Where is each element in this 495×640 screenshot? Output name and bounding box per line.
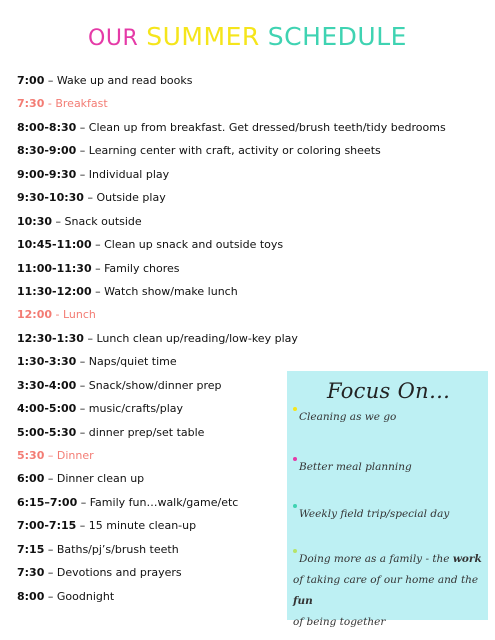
focus-item-emphasis: fun bbox=[293, 595, 313, 607]
focus-item-text: Doing more as a family - the bbox=[299, 553, 453, 565]
schedule-separator: – bbox=[83, 331, 97, 345]
bullet-icon bbox=[293, 457, 297, 461]
schedule-separator: – bbox=[91, 238, 105, 252]
focus-item bbox=[293, 504, 485, 524]
schedule-time: 8:30-9:00 bbox=[17, 144, 77, 158]
schedule-time: 12:30-1:30 bbox=[17, 331, 84, 345]
schedule-separator: - bbox=[44, 97, 56, 111]
schedule-time: 11:30-12:00 bbox=[17, 284, 92, 298]
schedule-separator: – bbox=[76, 144, 89, 158]
schedule-activity: Dinner bbox=[56, 449, 94, 462]
focus-item-emphasis: work bbox=[452, 553, 482, 565]
focus-box bbox=[287, 371, 488, 628]
focus-item-text: of taking care of our home and the bbox=[293, 574, 479, 586]
schedule-row bbox=[17, 306, 487, 329]
schedule-row bbox=[17, 119, 487, 142]
focus-item bbox=[293, 549, 485, 633]
schedule-separator: – bbox=[76, 402, 89, 416]
schedule-activity: Wake up and read books bbox=[56, 74, 193, 87]
schedule-time: 7:00-7:15 bbox=[17, 519, 77, 533]
title-our: OUR bbox=[88, 26, 139, 51]
schedule-time: 7:15 bbox=[17, 542, 45, 556]
schedule-activity: music/crafts/play bbox=[88, 402, 184, 416]
focus-title: Focus On… bbox=[327, 379, 451, 403]
schedule-time: 10:45-11:00 bbox=[17, 238, 92, 252]
schedule-activity: Baths/pj’s/brush teeth bbox=[56, 542, 179, 556]
focus-item-text: Cleaning as we go bbox=[299, 411, 397, 423]
schedule-time: 3:30-4:00 bbox=[17, 378, 77, 392]
schedule-row bbox=[17, 330, 487, 353]
schedule-activity: Snack/show/dinner prep bbox=[88, 378, 222, 392]
schedule-time: 11:00-11:30 bbox=[17, 261, 92, 275]
schedule-activity: Devotions and prayers bbox=[56, 566, 182, 580]
schedule-activity: Outside play bbox=[96, 191, 166, 205]
schedule-separator: – bbox=[76, 167, 89, 181]
schedule-time: 9:30-10:30 bbox=[17, 191, 84, 205]
schedule-time: 6:15–7:00 bbox=[17, 495, 78, 509]
schedule-activity: Lunch bbox=[62, 308, 96, 322]
schedule-time: 5:00-5:30 bbox=[17, 425, 77, 439]
schedule-separator: – bbox=[83, 191, 97, 205]
schedule-activity: 15 minute clean-up bbox=[88, 519, 197, 533]
schedule-time: 8:00 bbox=[17, 589, 45, 603]
schedule-time: 5:30 bbox=[17, 449, 45, 462]
schedule-separator: – bbox=[44, 542, 57, 556]
schedule-separator: – bbox=[44, 566, 57, 580]
schedule-activity: Goodnight bbox=[56, 589, 115, 603]
schedule-activity: Clean up snack and outside toys bbox=[104, 238, 284, 252]
schedule-activity: Learning center with craft, activity or coloring sheets bbox=[88, 144, 381, 158]
schedule-time: 4:00-5:00 bbox=[17, 402, 77, 416]
bullet-icon bbox=[293, 407, 297, 411]
focus-item bbox=[293, 457, 485, 477]
schedule-activity: dinner prep/set table bbox=[88, 425, 205, 439]
schedule-separator: – bbox=[91, 261, 105, 275]
schedule-separator: – bbox=[91, 284, 105, 298]
schedule-time: 12:00 bbox=[17, 308, 53, 322]
schedule-activity: Clean up from breakfast. Get dressed/brush teeth/tidy bedrooms bbox=[88, 120, 446, 134]
schedule-row bbox=[17, 213, 487, 236]
schedule-row bbox=[17, 72, 487, 95]
focus-item-text: of being together bbox=[293, 616, 386, 628]
schedule-activity: Naps/quiet time bbox=[88, 355, 177, 369]
focus-item bbox=[293, 407, 485, 427]
schedule-row bbox=[17, 260, 487, 283]
title-schedule: SCHEDULE bbox=[267, 22, 407, 51]
schedule-time: 9:00-9:30 bbox=[17, 167, 77, 181]
schedule-separator: – bbox=[52, 214, 65, 228]
schedule-activity: Dinner clean up bbox=[56, 472, 145, 486]
schedule-separator: – bbox=[44, 449, 57, 462]
schedule-time: 7:30 bbox=[17, 97, 45, 111]
schedule-time: 1:30-3:30 bbox=[17, 355, 77, 369]
schedule-separator: – bbox=[76, 519, 89, 533]
focus-item-text: Weekly field trip/special day bbox=[299, 508, 450, 520]
schedule-separator: – bbox=[76, 355, 89, 369]
schedule-separator: – bbox=[76, 425, 89, 439]
title-summer: SUMMER bbox=[146, 22, 260, 51]
schedule-separator: – bbox=[44, 74, 57, 87]
page-title bbox=[0, 22, 495, 51]
schedule-separator: – bbox=[44, 589, 57, 603]
schedule-separator: – bbox=[76, 378, 89, 392]
schedule-row bbox=[17, 95, 487, 118]
bullet-icon bbox=[293, 549, 297, 553]
schedule-time: 7:30 bbox=[17, 566, 45, 580]
schedule-row bbox=[17, 283, 487, 306]
schedule-row bbox=[17, 236, 487, 259]
schedule-separator: – bbox=[44, 472, 57, 486]
schedule-activity: Watch show/make lunch bbox=[104, 284, 238, 298]
schedule-time: 10:30 bbox=[17, 214, 53, 228]
schedule-activity: Snack outside bbox=[64, 214, 142, 228]
schedule-separator: - bbox=[52, 308, 63, 322]
schedule-activity: Family fun…walk/game/etc bbox=[89, 495, 239, 509]
schedule-row bbox=[17, 189, 487, 212]
bullet-icon bbox=[293, 504, 297, 508]
schedule-separator: – bbox=[77, 495, 90, 509]
schedule-activity: Family chores bbox=[104, 261, 180, 275]
schedule-row bbox=[17, 166, 487, 189]
schedule-time: 8:00-8:30 bbox=[17, 120, 77, 134]
schedule-separator: – bbox=[76, 120, 89, 134]
schedule-activity: Individual play bbox=[88, 167, 170, 181]
schedule-time: 7:00 bbox=[17, 74, 45, 87]
focus-item-text: Better meal planning bbox=[299, 461, 412, 473]
schedule-activity: Breakfast bbox=[55, 97, 108, 111]
schedule-row bbox=[17, 142, 487, 165]
schedule-activity: Lunch clean up/reading/low-key play bbox=[96, 331, 298, 345]
schedule-time: 6:00 bbox=[17, 472, 45, 486]
